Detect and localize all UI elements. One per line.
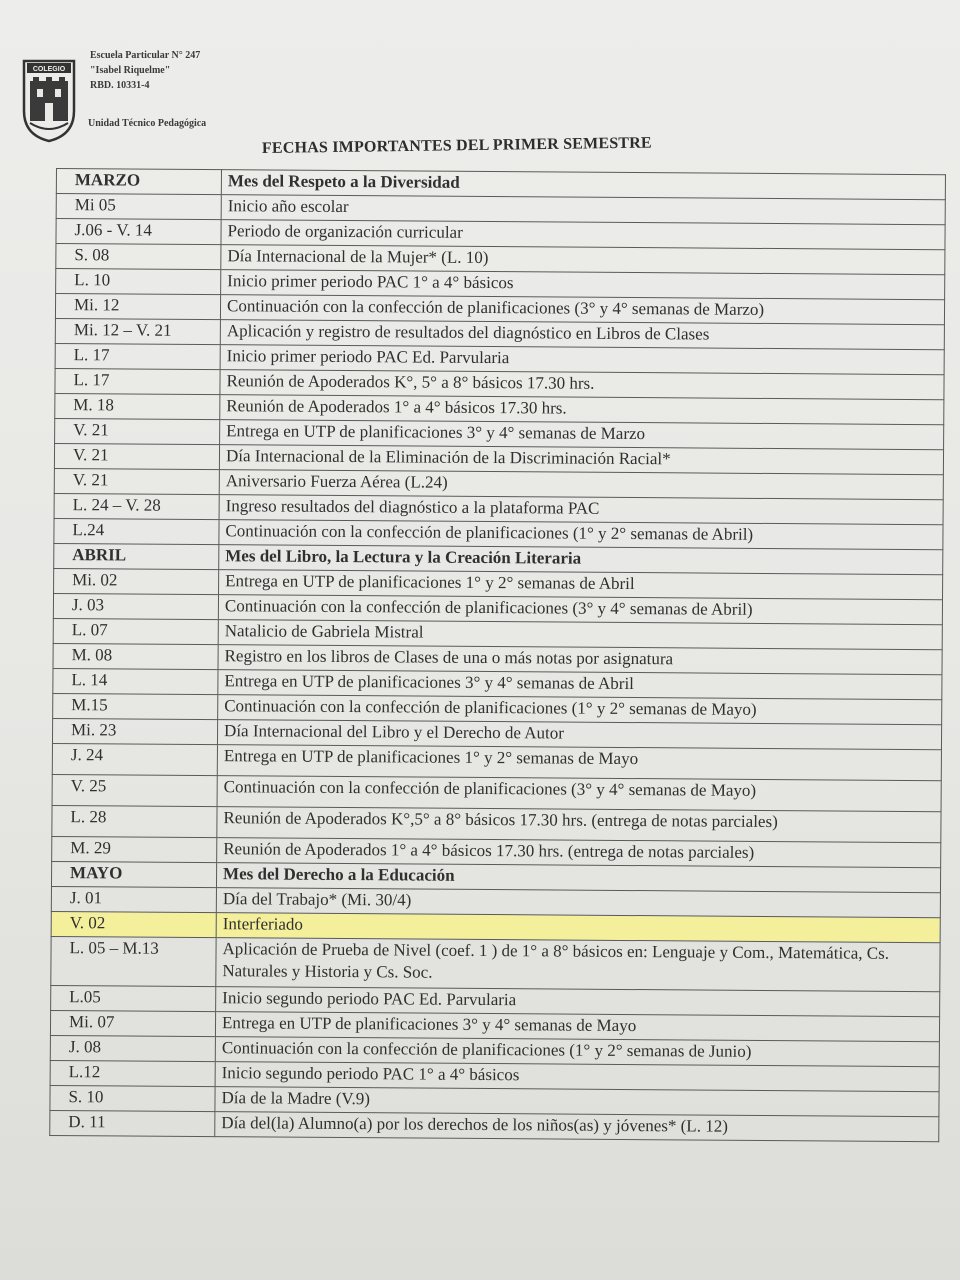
date-cell: J. 24 (52, 743, 217, 775)
schedule-table (49, 168, 946, 1142)
date-cell: J. 03 (53, 593, 218, 619)
event-cell: Entrega en UTP de planificaciones 3° y 4° semanas de Mayo (215, 1012, 939, 1042)
date-cell: V. 25 (52, 774, 217, 806)
event-cell: Continuación con la confección de planificaciones (1° y 2° semanas de Abril) (219, 520, 943, 550)
event-cell: Registro en los libros de Clases de una o más notas por asignatura (218, 645, 942, 675)
event-cell: Reunión de Apoderados K°,5° a 8° básicos 17.30 hrs. (entrega de notas parciales) (217, 807, 941, 843)
date-cell: S. 08 (56, 244, 221, 270)
date-cell: L. 28 (52, 805, 217, 837)
date-cell: Mi. 02 (54, 568, 219, 594)
unit-name: Unidad Técnico Pedagógica (88, 118, 207, 129)
school-rbd: RBD. 10331-4 (90, 80, 150, 91)
logo-text: COLEGIO (32, 66, 66, 73)
date-cell: L. 17 (55, 368, 220, 394)
event-cell: Entrega en UTP de planificaciones 1° y 2° semanas de Abril (219, 570, 943, 600)
event-cell: Inicio segundo periodo PAC Ed. Parvularia (216, 987, 940, 1017)
date-cell: L.24 (54, 518, 219, 544)
event-cell: Interferiado (216, 913, 940, 943)
event-cell: Inicio primer periodo PAC 1° a 4° básicos (221, 270, 945, 300)
schedule-table-wrapper (49, 168, 946, 1142)
event-cell: Entrega en UTP de planificaciones 3° y 4° semanas de Marzo (220, 420, 944, 450)
event-cell: Reunión de Apoderados 1° a 4° básicos 17.30 hrs. (entrega de notas parciales) (217, 838, 941, 868)
table-row (50, 1110, 939, 1141)
event-cell: Día del(la) Alumno(a) por los derechos de los niños(as) y jóvenes* (L. 12) (215, 1112, 939, 1142)
date-cell: M. 18 (55, 393, 220, 419)
event-cell: Aplicación de Prueba de Nivel (coef. 1 ) de 1° a 8° básicos en: Lenguaje y Com., Matemática, Cs. Naturales y Historia y Cs. Soc. (216, 938, 940, 992)
date-cell: M. 29 (52, 836, 217, 862)
date-cell: Mi. 23 (52, 718, 217, 744)
event-cell: Continuación con la confección de planificaciones (1° y 2° semanas de Junio) (215, 1037, 939, 1067)
event-cell: Continuación con la confección de planificaciones (3° y 4° semanas de Marzo) (220, 295, 944, 325)
date-cell: L.05 (51, 985, 216, 1011)
event-cell: Entrega en UTP de planificaciones 3° y 4° semanas de Abril (218, 670, 942, 700)
event-cell: Reunión de Apoderados K°, 5° a 8° básicos 17.30 hrs. (220, 370, 944, 400)
date-cell: Mi 05 (56, 194, 221, 220)
event-cell: Ingreso resultados del diagnóstico a la plataforma PAC (219, 495, 943, 525)
date-cell: S. 10 (50, 1085, 215, 1111)
date-cell: V. 21 (54, 443, 219, 469)
event-cell: Continuación con la confección de planificaciones (3° y 4° semanas de Abril) (218, 595, 942, 625)
date-cell: D. 11 (50, 1110, 215, 1136)
date-cell: L. 14 (53, 668, 218, 694)
event-cell: Día Internacional de la Eliminación de la Discriminación Racial* (219, 445, 943, 475)
event-cell: Día del Trabajo* (Mi. 30/4) (216, 888, 940, 918)
date-cell: J. 08 (50, 1035, 215, 1061)
table-row (51, 936, 940, 991)
event-cell: Aplicación y registro de resultados del diagnóstico en Libros de Clases (220, 320, 944, 350)
date-cell: L. 10 (56, 269, 221, 295)
event-cell: Mes del Respeto a la Diversidad (221, 170, 945, 200)
date-cell: L.12 (50, 1060, 215, 1086)
date-cell: M. 08 (53, 643, 218, 669)
event-cell: Continuación con la confección de planificaciones (3° y 4° semanas de Mayo) (217, 776, 941, 812)
event-cell: Inicio primer periodo PAC Ed. Parvularia (220, 345, 944, 375)
date-cell: MAYO (51, 861, 216, 887)
date-cell: L. 07 (53, 618, 218, 644)
date-cell: J. 01 (51, 886, 216, 912)
school-logo (20, 55, 78, 143)
date-cell: L. 17 (55, 343, 220, 369)
event-cell: Aniversario Fuerza Aérea (L.24) (219, 470, 943, 500)
date-cell: MARZO (56, 169, 221, 195)
event-cell: Continuación con la confección de planificaciones (1° y 2° semanas de Mayo) (218, 695, 942, 725)
date-cell: V. 21 (55, 418, 220, 444)
date-cell: Mi. 12 (55, 294, 220, 320)
event-cell: Reunión de Apoderados 1° a 4° básicos 17.30 hrs. (220, 395, 944, 425)
date-cell: M.15 (53, 693, 218, 719)
event-cell: Natalicio de Gabriela Mistral (218, 620, 942, 650)
date-cell: Mi. 12 – V. 21 (55, 318, 220, 344)
event-cell: Inicio año escolar (221, 195, 945, 225)
school-info (90, 48, 200, 93)
date-cell: V. 02 (51, 911, 216, 937)
date-cell: ABRIL (54, 543, 219, 569)
event-cell: Periodo de organización curricular (221, 220, 945, 250)
event-cell: Día de la Madre (V.9) (215, 1087, 939, 1117)
event-cell: Día Internacional del Libro y el Derecho de Autor (217, 720, 941, 750)
event-cell: Entrega en UTP de planificaciones 1° y 2° semanas de Mayo (217, 745, 941, 781)
date-cell: J.06 - V. 14 (56, 219, 221, 245)
date-cell: Mi. 07 (50, 1010, 215, 1036)
document-title: FECHAS IMPORTANTES DEL PRIMER SEMESTRE (261, 134, 652, 157)
event-cell: Mes del Derecho a la Educación (216, 863, 940, 893)
school-name: Escuela Particular N° 247 (90, 50, 201, 61)
school-subtitle: "Isabel Riquelme" (90, 65, 171, 76)
date-cell: L. 24 – V. 28 (54, 493, 219, 519)
date-cell: L. 05 – M.13 (51, 936, 216, 986)
event-cell: Inicio segundo periodo PAC 1° a 4° básicos (215, 1062, 939, 1092)
event-cell: Mes del Libro, la Lectura y la Creación Literaria (219, 545, 943, 575)
date-cell: V. 21 (54, 468, 219, 494)
event-cell: Día Internacional de la Mujer* (L. 10) (221, 245, 945, 275)
